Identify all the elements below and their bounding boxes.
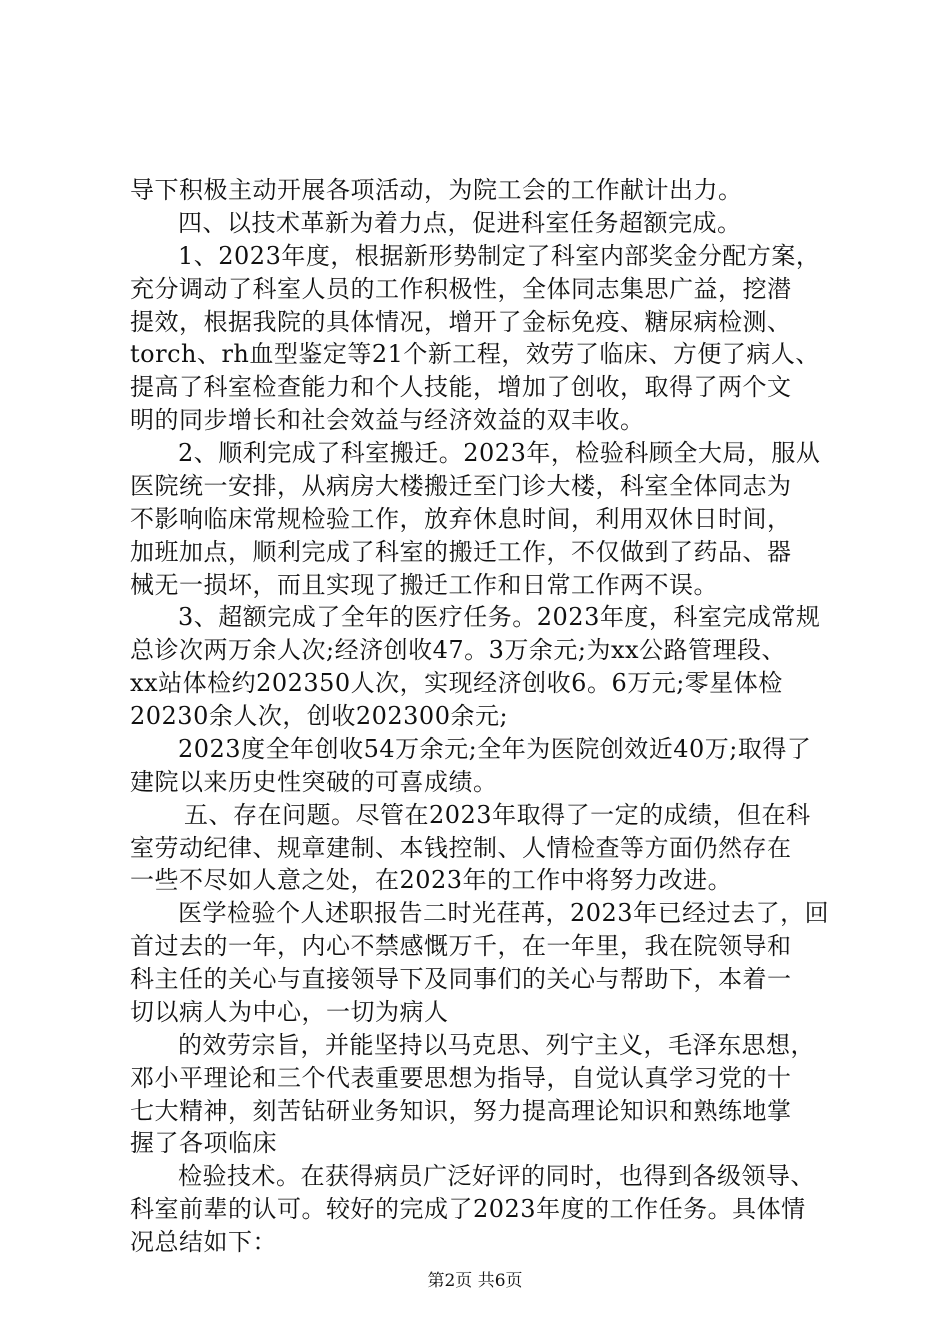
text-line: torch、rh血型鉴定等21个新工程，效劳了临床、方便了病人、 [130, 340, 820, 369]
text-line: 五、存在问题。尽管在2023年取得了一定的成绩，但在科 [184, 800, 811, 829]
text-line: 建院以来历史性突破的可喜成绩。 [130, 767, 498, 796]
text-line: 2023度全年创收54万余元;全年为医院创效近40万;取得了 [178, 734, 812, 763]
text-line: xx站体检约202350人次，实现经济创收6。6万元;零星体检 [130, 669, 783, 698]
text-line: 不影响临床常规检验工作，放弃休息时间，利用双休日时间， [130, 504, 792, 533]
text-line: 首过去的一年，内心不禁感慨万千，在一年里，我在院领导和 [130, 932, 792, 961]
text-line: 医学检验个人述职报告二时光荏苒，2023年已经过去了，回 [178, 899, 830, 928]
text-line: 械无一损坏，而且实现了搬迁工作和日常工作两不误。 [130, 570, 718, 599]
text-line: 七大精神，刻苦钻研业务知识，努力提高理论知识和熟练地掌 [130, 1096, 792, 1125]
text-line: 况总结如下： [130, 1228, 277, 1256]
text-line: 切以病人为中心，一切为病人 [130, 997, 449, 1026]
text-line: 一些不尽如人意之处，在2023年的工作中将努力改进。 [130, 866, 733, 895]
text-line: 1、2023年度，根据新形势制定了科室内部奖金分配方案， [178, 241, 821, 270]
text-line: 握了各项临床 [130, 1129, 277, 1158]
text-line: 的效劳宗旨，并能坚持以马克思、列宁主义，毛泽东思想， [178, 1030, 815, 1059]
text-line: 总诊次两万余人次;经济创收47。3万余元;为xx公路管理段、 [130, 636, 787, 665]
text-line: 科主任的关心与直接领导下及同事们的关心与帮助下，本着一 [130, 965, 792, 993]
text-line: 四、以技术革新为着力点，促进科室任务超额完成。 [178, 208, 742, 237]
text-line: 导下积极主动开展各项活动，为院工会的工作献计出力。 [130, 176, 743, 204]
text-line: 3、超额完成了全年的医疗任务。2023年度，科室完成常规 [178, 603, 821, 632]
text-line: 明的同步增长和社会效益与经济效益的双丰收。 [130, 406, 645, 435]
text-line: 加班加点，顺利完成了科室的搬迁工作，不仅做到了药品、器 [130, 537, 792, 566]
page-number-footer: 第2页 共6页 [427, 1271, 523, 1291]
text-line: 室劳动纪律、规章建制、本钱控制、人情检查等方面仍然存在 [130, 833, 792, 862]
text-line: 邓小平理论和三个代表重要思想为指导，自觉认真学习党的十 [130, 1063, 792, 1092]
text-line: 20230余人次，创收202300余元; [130, 702, 509, 730]
text-line: 2、顺利完成了科室搬迁。2023年，检验科顾全大局，服从 [178, 439, 821, 467]
text-line: 提效，根据我院的具体情况，增开了金标免疫、糖尿病检测、 [130, 307, 792, 336]
text-line: 提高了科室检查能力和个人技能，增加了创收，取得了两个文 [130, 373, 792, 402]
text-line: 科室前辈的认可。较好的完成了2023年度的工作任务。具体情 [130, 1195, 806, 1224]
text-line: 充分调动了科室人员的工作积极性，全体同志集思广益，挖潜 [130, 274, 792, 303]
text-line: 检验技术。在获得病员广泛好评的同时，也得到各级领导、 [178, 1162, 815, 1191]
text-line: 医院统一安排，从病房大楼搬迁至门诊大楼，科室全体同志为 [130, 471, 792, 500]
